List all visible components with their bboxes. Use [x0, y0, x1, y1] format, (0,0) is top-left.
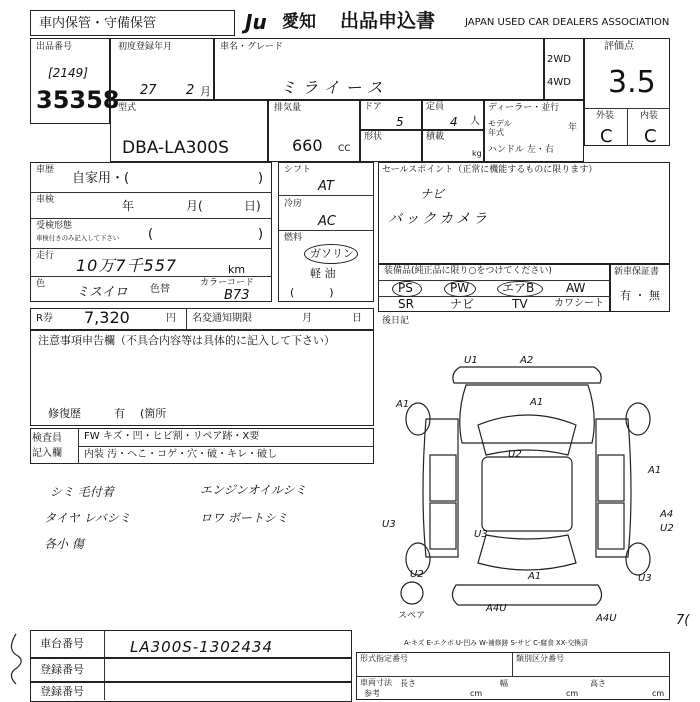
mark-3: A1	[396, 399, 410, 410]
receive-close: )	[258, 227, 264, 242]
lot-small-number: [2149]	[48, 66, 88, 80]
aircon-value: AC	[318, 214, 336, 229]
model-year-label: モデル 年式	[488, 119, 512, 137]
equip-airbag-circle	[497, 281, 543, 297]
doors-value: 5	[396, 115, 404, 129]
recycle-value: 7,320	[84, 308, 130, 327]
mark-10: U3	[474, 529, 488, 540]
equip-sr: SR	[398, 297, 414, 311]
storage-box	[30, 10, 235, 36]
inspector-interior-row: 内装 汚・へこ・コゲ・穴・破・キレ・破し	[84, 449, 278, 460]
ju-logo: Ju	[245, 10, 267, 34]
equip-aw: AW	[566, 281, 586, 295]
mark-8: U2	[660, 523, 674, 534]
mark-7: A4	[660, 509, 674, 520]
dealer-label: ディーラー・並行	[488, 103, 560, 113]
vehicle-size-label: 車両寸法	[360, 678, 392, 687]
color-value: ミスイロ	[76, 285, 128, 300]
model-label: 型式	[118, 103, 137, 113]
aircon-label: 冷房	[284, 199, 303, 209]
form-title: 出品申込書	[340, 10, 436, 32]
capacity-label: 定員	[426, 102, 445, 112]
displacement-unit: CC	[338, 144, 351, 154]
note-3: タイヤ レバシミ	[44, 511, 131, 525]
doors-label: ドア	[364, 102, 382, 112]
mileage-unit: km	[228, 263, 246, 276]
load-label: 積載	[426, 132, 445, 142]
selling-point-2: バックカメラ	[388, 211, 490, 227]
inspection-year: 年	[122, 199, 135, 213]
bottom-right-split	[512, 652, 513, 676]
color-code-value: B73	[224, 288, 250, 303]
warranty-value: 有 ・ 無	[620, 289, 660, 302]
damage-legend: A-キズ E-エクボ U-凹み W-補修跡 S-サビ C-腐食 XX-交換済	[404, 639, 588, 647]
first-reg-label: 初度登録年月	[118, 42, 173, 52]
equip-pw-circle	[444, 281, 476, 297]
mark-2: A2	[520, 355, 534, 366]
recycle-label: R券	[36, 313, 53, 324]
lot-number: 35358	[36, 86, 120, 114]
width-label: 幅	[500, 679, 508, 688]
chassis-value: LA300S-1302434	[130, 638, 273, 656]
interior-label: 内装	[640, 111, 659, 121]
front-bumper	[453, 367, 601, 383]
exterior-value: C	[600, 126, 613, 147]
type-label: 形式指定番号	[360, 654, 408, 663]
color-change-label: 色替	[150, 284, 170, 295]
height-label: 高さ	[590, 679, 606, 688]
mark-14: A4U	[486, 603, 507, 614]
first-reg-year: 27	[140, 83, 157, 98]
repair-label: 修復歴	[48, 407, 81, 420]
spec-line-1	[278, 195, 374, 196]
recycle-split	[186, 308, 187, 330]
drive-box	[544, 38, 584, 100]
windshield	[478, 415, 576, 455]
score-value: 3.5	[608, 65, 656, 100]
side-note: 7(	[676, 613, 690, 628]
mark-1: U1	[464, 355, 478, 366]
score-split	[627, 108, 628, 146]
association-name: JAPAN USED CAR DEALERS ASSOCIATION	[465, 17, 670, 28]
mark-12: A1	[528, 571, 542, 582]
history-value: 自家用・(	[72, 171, 130, 186]
left-rear-door	[430, 503, 456, 549]
car-name-value: ミライース	[280, 78, 389, 97]
fuel-label: 燃料	[284, 233, 303, 243]
first-reg-month: 2	[186, 83, 195, 98]
after-label: 後日記	[382, 316, 410, 326]
spare-tire	[401, 582, 423, 604]
expiry-month: 月	[302, 313, 312, 324]
length-label: 長さ	[400, 679, 416, 688]
equip-navi: ナビ	[450, 297, 475, 311]
inspector-label-1: 検査員	[32, 433, 62, 444]
handle-label: ハンドル 左・右	[488, 145, 554, 155]
signature-scribble	[4, 630, 28, 690]
history-label: 車歴	[36, 165, 55, 175]
mileage-value: 10万7千557	[76, 256, 178, 275]
info-row-line-1	[30, 192, 272, 193]
selling-point-1: ナビ	[420, 187, 445, 201]
mileage-label: 走行	[36, 251, 55, 261]
chassis-label: 車台番号	[40, 637, 84, 650]
right-rear-door	[598, 503, 624, 549]
right-front-door	[598, 455, 624, 501]
mark-5: U2	[508, 449, 522, 460]
height-unit: cm	[652, 689, 665, 698]
equip-tv: TV	[512, 297, 528, 311]
caution-label: 注意事項申告欄（不具合内容等は具体的に記入して下さい）	[38, 334, 335, 347]
warranty-label: 新車保証書	[614, 267, 660, 277]
recycle-unit: 円	[166, 313, 176, 324]
shift-label: シフト	[284, 165, 312, 175]
equipment-label: 装備品(純正品に限り○をつけてください)	[384, 266, 552, 276]
note-5: 各小 傷	[44, 537, 84, 551]
displacement-label: 排気量	[274, 103, 302, 113]
note-2: エンジンオイルシミ	[200, 483, 307, 497]
inspector-fw-row: FW キズ・凹・ヒビ割・リペア跡・X要	[84, 431, 260, 442]
exterior-label: 外装	[596, 111, 615, 121]
drive-4wd: 4WD	[547, 77, 571, 88]
left-side	[423, 419, 458, 557]
info-row-line-2	[30, 218, 272, 219]
displacement-value: 660	[292, 136, 323, 155]
mark-9: U3	[382, 519, 396, 530]
capacity-unit: 人	[470, 116, 480, 127]
mark-11: U2	[410, 569, 424, 580]
month-unit: 月	[200, 85, 211, 98]
shape-label: 形状	[364, 132, 383, 142]
selling-points-label: セールスポイント（正常に機能するものに限ります）	[382, 165, 598, 175]
repair-location: (箇所	[140, 407, 167, 420]
fuel-diesel: 軽 油	[310, 267, 336, 280]
score-label: 評価点	[604, 41, 634, 52]
color-code-label: カラーコード	[200, 278, 255, 288]
length-unit: cm	[470, 689, 483, 698]
equip-seat: カワシート	[554, 298, 604, 309]
year-unit: 年	[568, 123, 578, 133]
history-close: )	[258, 171, 264, 186]
left-front-door	[430, 455, 456, 501]
fuel-paren: ( )	[290, 286, 334, 299]
rear-right-wheel	[626, 543, 650, 575]
registration-label: 登録番号	[40, 663, 84, 676]
info-row-line-3	[30, 248, 272, 249]
note-4: ロワ ボートシミ	[200, 511, 288, 525]
storage-text: 車内保管・守備保管	[39, 16, 157, 31]
mark-15: A4U	[596, 613, 617, 624]
roof	[482, 457, 572, 531]
inspector-mid	[78, 446, 374, 447]
class-label: 類別区分番号	[516, 654, 564, 663]
lot-label: 出品番号	[36, 42, 73, 52]
interior-value: C	[644, 126, 657, 147]
bottom-right-mid	[356, 676, 670, 677]
mark-4: A1	[530, 397, 544, 408]
rear-bumper	[452, 585, 601, 605]
expiry-label: 名変通知期限	[192, 313, 252, 324]
right-side	[596, 419, 631, 557]
mark-6: A1	[648, 465, 662, 476]
receive-open: (	[148, 227, 154, 242]
equip-airbag: エアB	[502, 281, 535, 295]
capacity-value: 4	[450, 115, 458, 129]
inspection-day: 日)	[244, 199, 261, 213]
model-value: DBA-LA300S	[122, 138, 229, 158]
car-diagram	[378, 345, 678, 625]
equip-ps: PS	[398, 281, 413, 295]
load-unit: kg	[472, 149, 482, 158]
inspection-label: 車検	[36, 195, 55, 205]
repair-value: 有	[114, 407, 125, 420]
note-1: シミ 毛付着	[50, 485, 114, 499]
spec-line-2	[278, 230, 374, 231]
fuel-gasoline: ガソリン	[310, 247, 354, 260]
car-name-label: 車名・グレード	[220, 42, 284, 52]
inspector-label-2: 記入欄	[32, 448, 62, 459]
spare-label: スペア	[398, 611, 426, 621]
inspection-month: 月(	[186, 199, 203, 213]
shift-value: AT	[318, 179, 334, 194]
equip-ps-circle	[392, 281, 422, 297]
expiry-day: 日	[352, 313, 362, 324]
color-label: 色	[36, 279, 46, 289]
reference-label: 参考	[364, 689, 380, 698]
front-right-wheel	[626, 403, 650, 435]
width-unit: cm	[566, 689, 579, 698]
mark-13: U3	[638, 573, 652, 584]
equip-pw: PW	[450, 281, 470, 295]
rear-window	[478, 535, 576, 570]
brand-name: 愛知	[282, 12, 316, 32]
receive-label: 受検形態	[36, 221, 73, 231]
drive-2wd: 2WD	[547, 54, 571, 65]
info-row-line-4	[30, 276, 272, 277]
receive-note: 車検付きのみ記入して下さい	[36, 234, 120, 242]
owner-label: 登録番号	[40, 685, 84, 698]
